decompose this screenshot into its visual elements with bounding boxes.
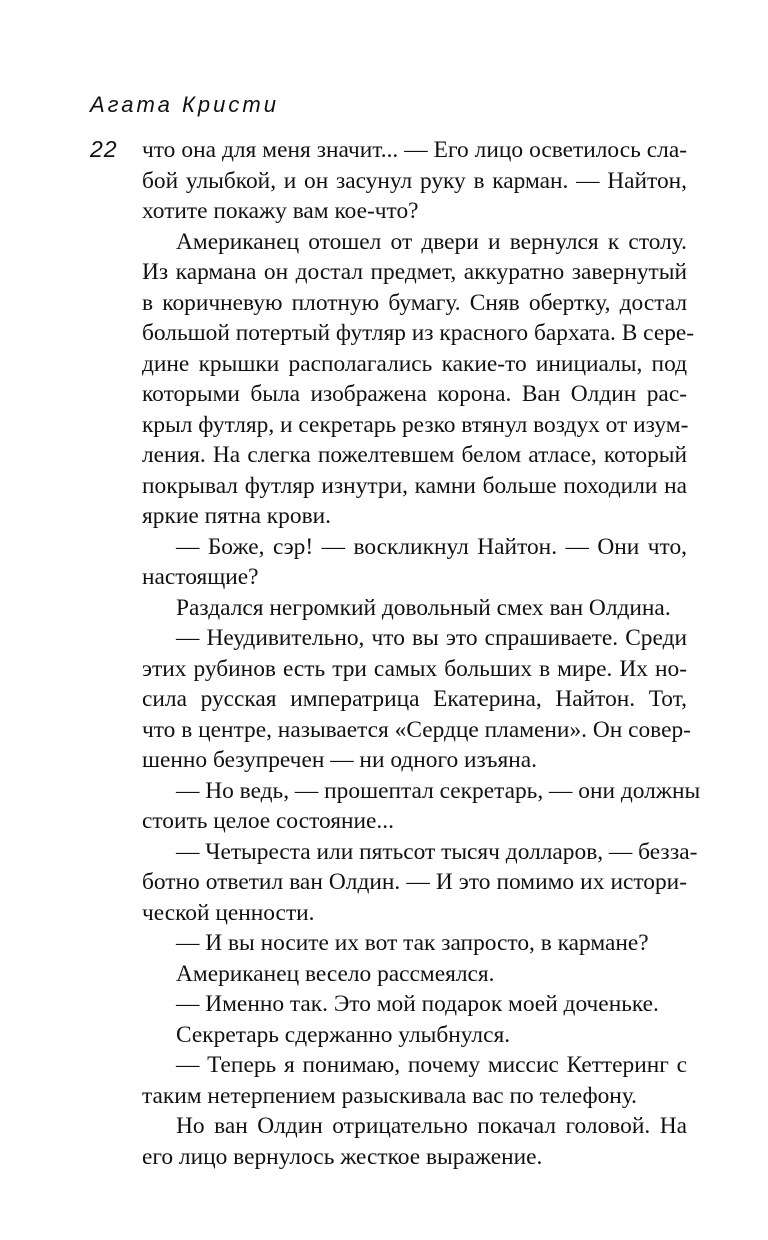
text-line: в коричневую плотную бумагу. Сняв обертку, достал <box>142 289 687 316</box>
text-line: что она для меня значит... — Его лицо осветилось сла- <box>142 137 687 163</box>
text-line: что в центре, называется «Сердце пламени». Он совер- <box>142 716 691 743</box>
text-line: сила русская императрица Екатерина, Найтон. Тот, <box>142 686 687 712</box>
text-line: которыми была изображена корона. Ван Олдин рас- <box>142 381 687 407</box>
text-line: — Теперь я понимаю, почему миссис Кеттеринг с <box>176 1052 687 1078</box>
text-line: настоящие? <box>142 564 259 590</box>
text-line: ления. На слегка пожелтевшем белом атласе, который <box>142 442 687 468</box>
text-line: покрывал футляр изнутри, камни больше походили на <box>142 472 687 499</box>
text-line: стоить целое состояние... <box>142 808 394 834</box>
text-line: яркие пятна крови. <box>142 503 331 529</box>
text-line: большой потертый футляр из красного бархата. В сере- <box>142 320 695 346</box>
text-line: — Боже, сэр! — воскликнул Найтон. — Они что, <box>176 533 687 560</box>
text-line: Секретарь сдержанно улыбнулся. <box>176 1021 511 1048</box>
text-line: — Неудивительно, что вы это спрашиваете. Среди <box>176 625 687 651</box>
text-line: Но ван Олдин отрицательно покачал головой. На <box>176 1113 687 1139</box>
page-number: 22 <box>90 136 118 162</box>
text-line: — И вы носите их вот так запросто, в кармане? <box>176 930 649 956</box>
body-text <box>142 135 701 1172</box>
text-line: крыл футляр, и секретарь резко втянул воздух от изум- <box>142 411 689 438</box>
text-line: Американец весело рассмеялся. <box>176 960 495 987</box>
text-line: Американец отошел от двери и вернулся к столу. <box>176 228 687 255</box>
text-line: Раздался негромкий довольный смех ван Олдина. <box>176 594 671 621</box>
text-line: Из кармана он достал предмет, аккуратно завернутый <box>142 259 687 285</box>
running-head-author: Агата Кристи <box>90 92 279 117</box>
text-line: хотите покажу вам кое-что? <box>142 198 419 224</box>
text-line: этих рубинов есть три самых больших в мире. Их но- <box>142 655 687 682</box>
text-line: ботно ответил ван Олдин. — И это помимо их истори- <box>142 869 687 895</box>
text-line: бой улыбкой, и он засунул руку в карман. — Найтон, <box>142 167 687 194</box>
text-line: — Четыреста или пятьсот тысяч долларов, — безза- <box>176 838 698 865</box>
text-line: его лицо вернулось жесткое выражение. <box>142 1143 543 1170</box>
text-line: таким нетерпением разыскивала вас по телефону. <box>142 1082 638 1109</box>
text-line: дине крышки располагались какие-то инициалы, под <box>142 350 687 377</box>
text-line: ческой ценности. <box>142 899 315 926</box>
text-line: — Именно так. Это мой подарок моей доченьке. <box>176 991 659 1017</box>
text-line: — Но ведь, — прошептал секретарь, — они должны <box>176 777 701 804</box>
text-line: шенно безупречен — ни одного изъяна. <box>142 747 537 773</box>
